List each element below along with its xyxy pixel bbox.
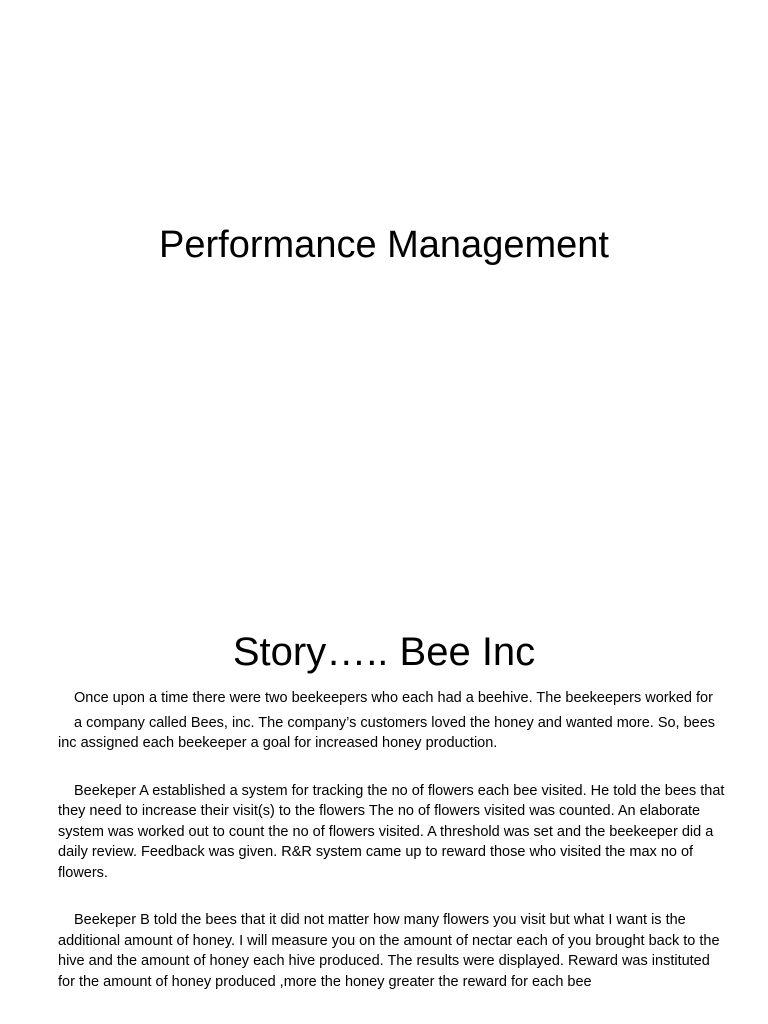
paragraph: Once upon a time there were two beekeepers who each had a beehive. The beekeepers worked for xyxy=(74,690,713,706)
slide-body xyxy=(58,688,728,992)
paragraph: Beekeper B told the bees that it did not matter how many flowers you visit but what I want is the additional amount of honey. I will measure you on the amount of nectar each of you brought back to the hive and the amount of honey each hive produced. The results were displayed. Reward was instituted for the amount of honey produced ,more the honey greater the reward for each bee xyxy=(58,912,720,990)
paragraph: a company called Bees, inc. The company’s customers loved the honey and wanted more. So, bees inc assigned each beekeeper a goal for increased honey production. xyxy=(58,714,716,751)
slide-2 xyxy=(0,576,768,1024)
paragraph: Beekeper A established a system for tracking the no of flowers each bee visited. He told the bees that they need to increase their visit(s) to the flowers The no of flowers visited was counted. An elaborate system was worked out to count the no of flowers visited. A threshold was set and the beekeeper did a daily review. Feedback was given. R&R system came up to reward those who visited the max no of flowers. xyxy=(58,782,725,881)
slide-title: Performance Management xyxy=(159,224,609,266)
slide-title: Story….. Bee Inc xyxy=(232,630,536,674)
